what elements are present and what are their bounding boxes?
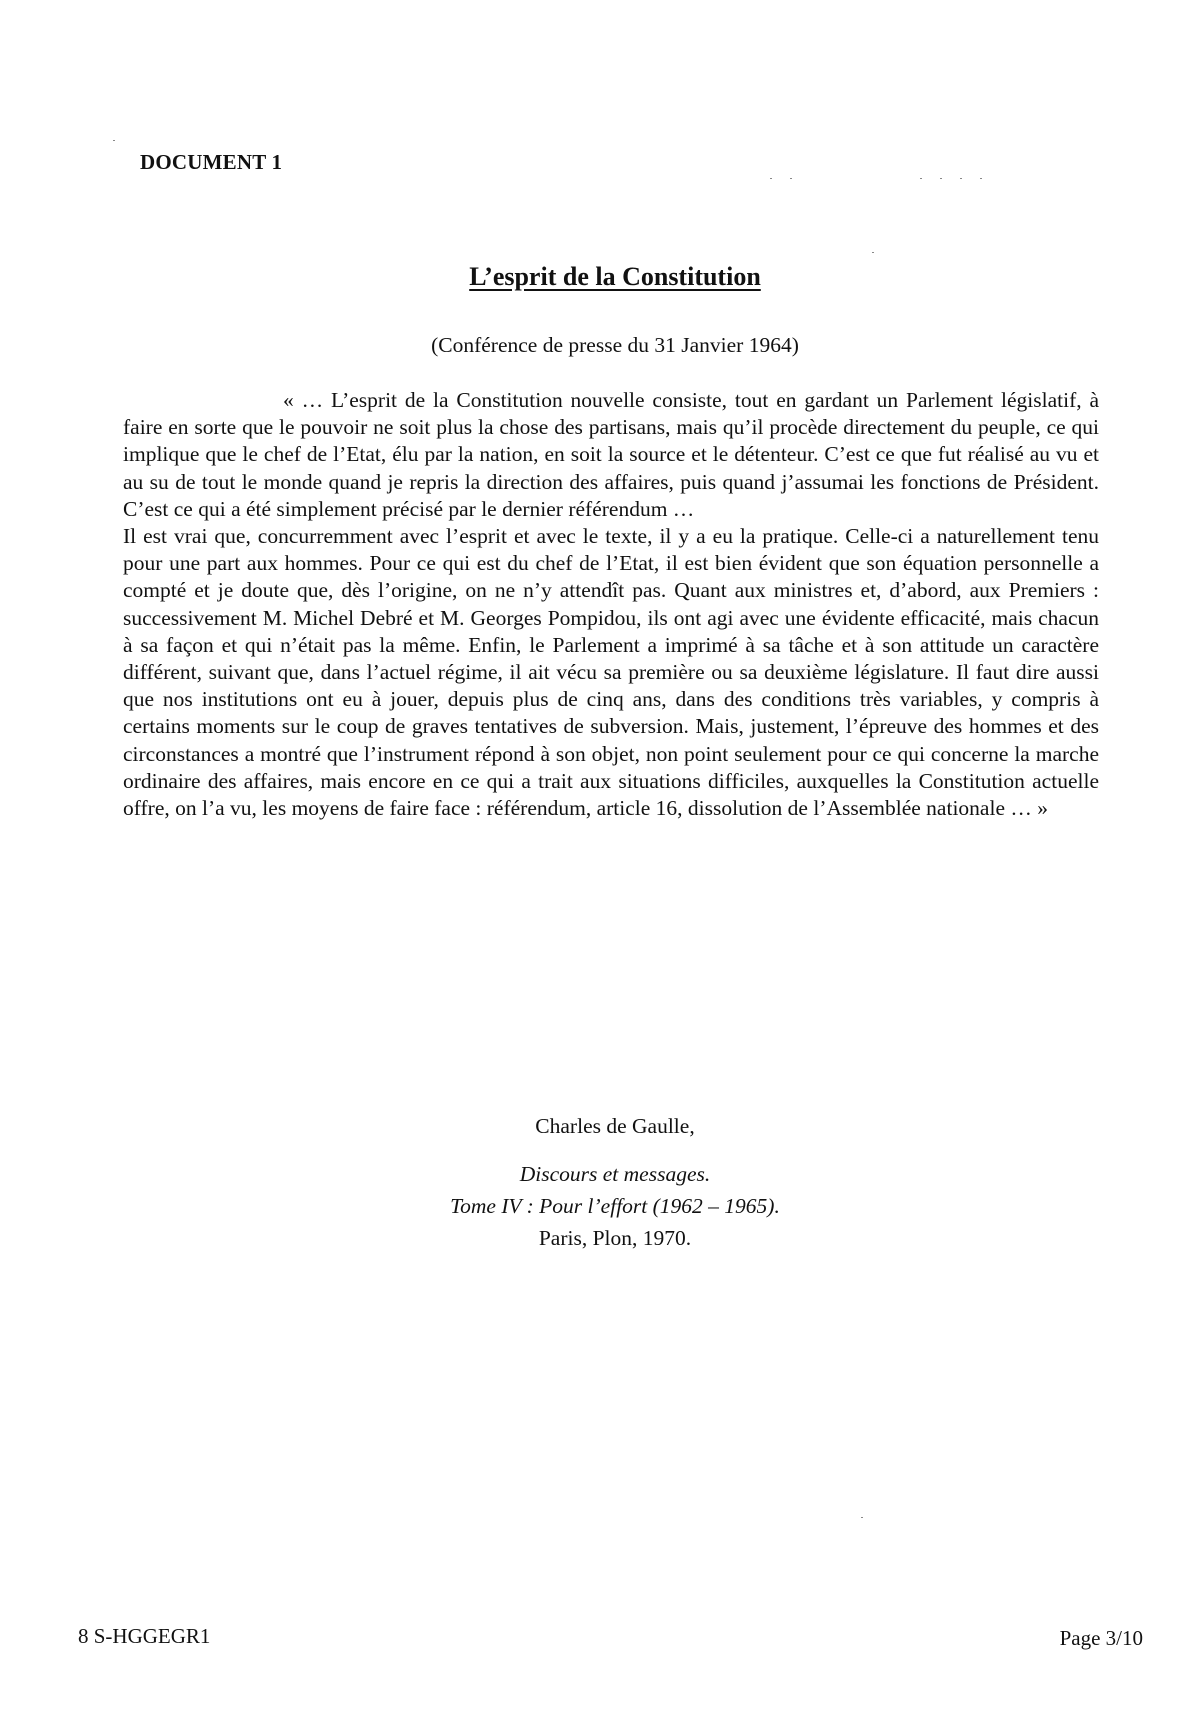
signature-tome: Tome IV : Pour l’effort (1962 – 1965).	[450, 1194, 780, 1218]
document-title: L’esprit de la Constitution	[469, 262, 761, 291]
footer-page-number: Page 3/10	[1059, 1626, 1143, 1650]
scan-speck	[960, 178, 962, 179]
body-paragraph-2: Il est vrai que, concurremment avec l’esprit et avec le texte, il y a eu la pratique. Celle-ci a naturellement tenu pour une part aux hommes. Pour ce qui est du chef de l’Etat, il est bien évident que son équation personnelle a compté et je doute que, dès l’origine, on ne n’y attendît pas. Quant aux ministres et, d’abord, aux Premiers : successivement M. Michel Debré et M. Georges Pompidou, ils ont agi avec une évidente efficacité, mais chacun à sa façon et qui n’était pas la même. Enfin, le Parlement a imprimé à sa tâche et à son attitude un caractère différent, suivant que, dans l’actuel régime, il ait vécu sa première ou sa deuxième législature. Il faut dire aussi que nos institutions ont eu à jouer, depuis plus de cinq ans, dans des conditions très variables, y compris à certains moments sur le coup de graves tentatives de subversion. Mais, justement, l’épreuve des hommes et des circonstances a montré que l’instrument répond à son objet, non point seulement pour ce qui concerne la marche ordinaire des affaires, mais encore en ce qui a trait aux situations difficiles, auxquelles la Constitution actuelle offre, on l’a vu, les moyens de faire face : référendum, article 16, dissolution de l’Assemblée nationale … »	[123, 524, 1099, 821]
scan-speck	[770, 178, 772, 179]
document-subtitle: (Conférence de presse du 31 Janvier 1964)	[431, 333, 799, 357]
scan-speck	[920, 178, 922, 179]
scan-speck	[872, 252, 874, 253]
scan-speck	[113, 140, 115, 141]
body-paragraph-1: « … L’esprit de la Constitution nouvelle consiste, tout en gardant un Parlement législatif, à faire en sorte que le pouvoir ne soit plus la chose des partisans, mais qu’il procède directement du peuple, ce qui implique que le chef de l’Etat, élu par la nation, en soit la source et le détenteur. C’est ce que fut réalisé au vu et au su de tout le monde quand je repris la direction des affaires, puis quand j’assumai les fonctions de Président. C’est ce qui a été simplement précisé par le dernier référendum …	[123, 388, 1099, 521]
signature-publisher: Paris, Plon, 1970.	[538, 1226, 692, 1250]
scan-speck	[940, 178, 942, 179]
signature-author: Charles de Gaulle,	[535, 1114, 695, 1138]
scan-speck	[980, 178, 982, 179]
footer-document-code: 8 S-HGGEGR1	[78, 1624, 211, 1648]
scan-speck	[790, 178, 792, 179]
document-body	[123, 387, 1099, 822]
signature-work-title: Discours et messages.	[519, 1162, 711, 1186]
document-label: DOCUMENT 1	[140, 150, 283, 174]
scan-speck	[861, 1517, 863, 1518]
